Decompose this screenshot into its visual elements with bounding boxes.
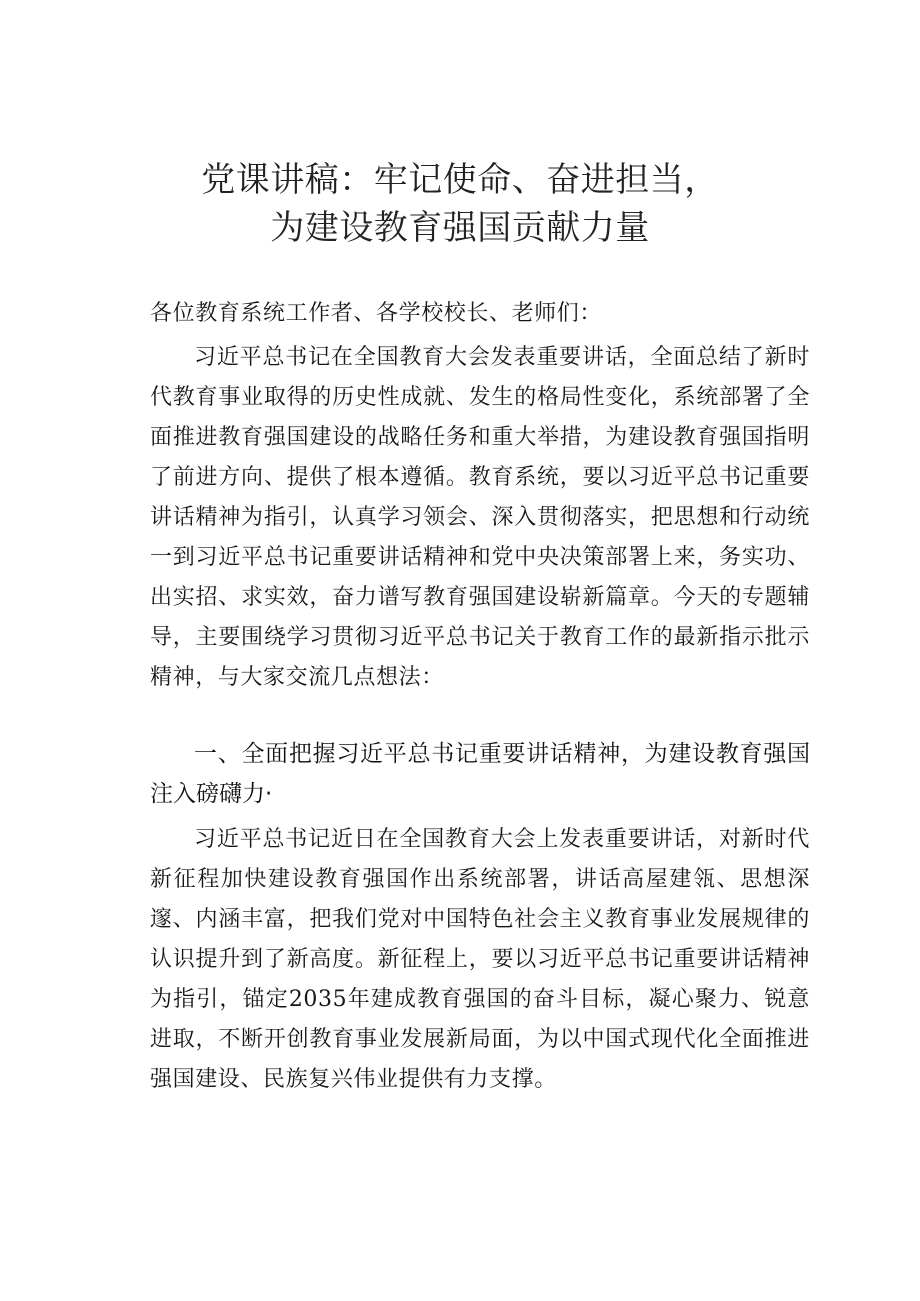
title-line-1: 党课讲稿：牢记使命、奋进担当， [201,160,719,200]
section-heading-1: 一、全面把握习近平总书记重要讲话精神，为建设教育强国注入磅礴力· [150,741,810,807]
document-title [0,156,920,252]
title-line-2: 为建设教育强国贡献力量 [270,208,650,248]
paragraph-intro: 习近平总书记在全国教育大会发表重要讲话，全面总结了新时代教育事业取得的历史性成就、发生的格局性变化，系统部署了全面推进教育强国建设的战略任务和重大举措，为建设教育强国指明了前进方向、提供了根本遵循。教育系统，要以习近平总书记重要讲话精神为指引，认真学习领会、深入贯彻落实，把思想和行动统一到习近平总书记重要讲话精神和党中央决策部署上来，务实功、出实招、求实效，奋力谱写教育强国建设崭新篇章。今天的专题辅导，主要围绕学习贯彻习近平总书记关于教育工作的最新指示批示精神，与大家交流几点想法： [150,345,810,690]
paragraph-section-1: 习近平总书记近日在全国教育大会上发表重要讲话，对新时代新征程加快建设教育强国作出系统部署，讲话高屋建瓴、思想深邃、内涵丰富，把我们党对中国特色社会主义教育事业发展规律的认识提升到了新高度。新征程上，要以习近平总书记重要讲话精神为指引，锚定2035年建成教育强国的奋斗目标，凝心聚力、锐意进取，不断开创教育事业发展新局面，为以中国式现代化全面推进强国建设、民族复兴伟业提供有力支撑。 [150,827,810,1092]
salutation: 各位教育系统工作者、各学校校长、老师们： [150,301,603,326]
